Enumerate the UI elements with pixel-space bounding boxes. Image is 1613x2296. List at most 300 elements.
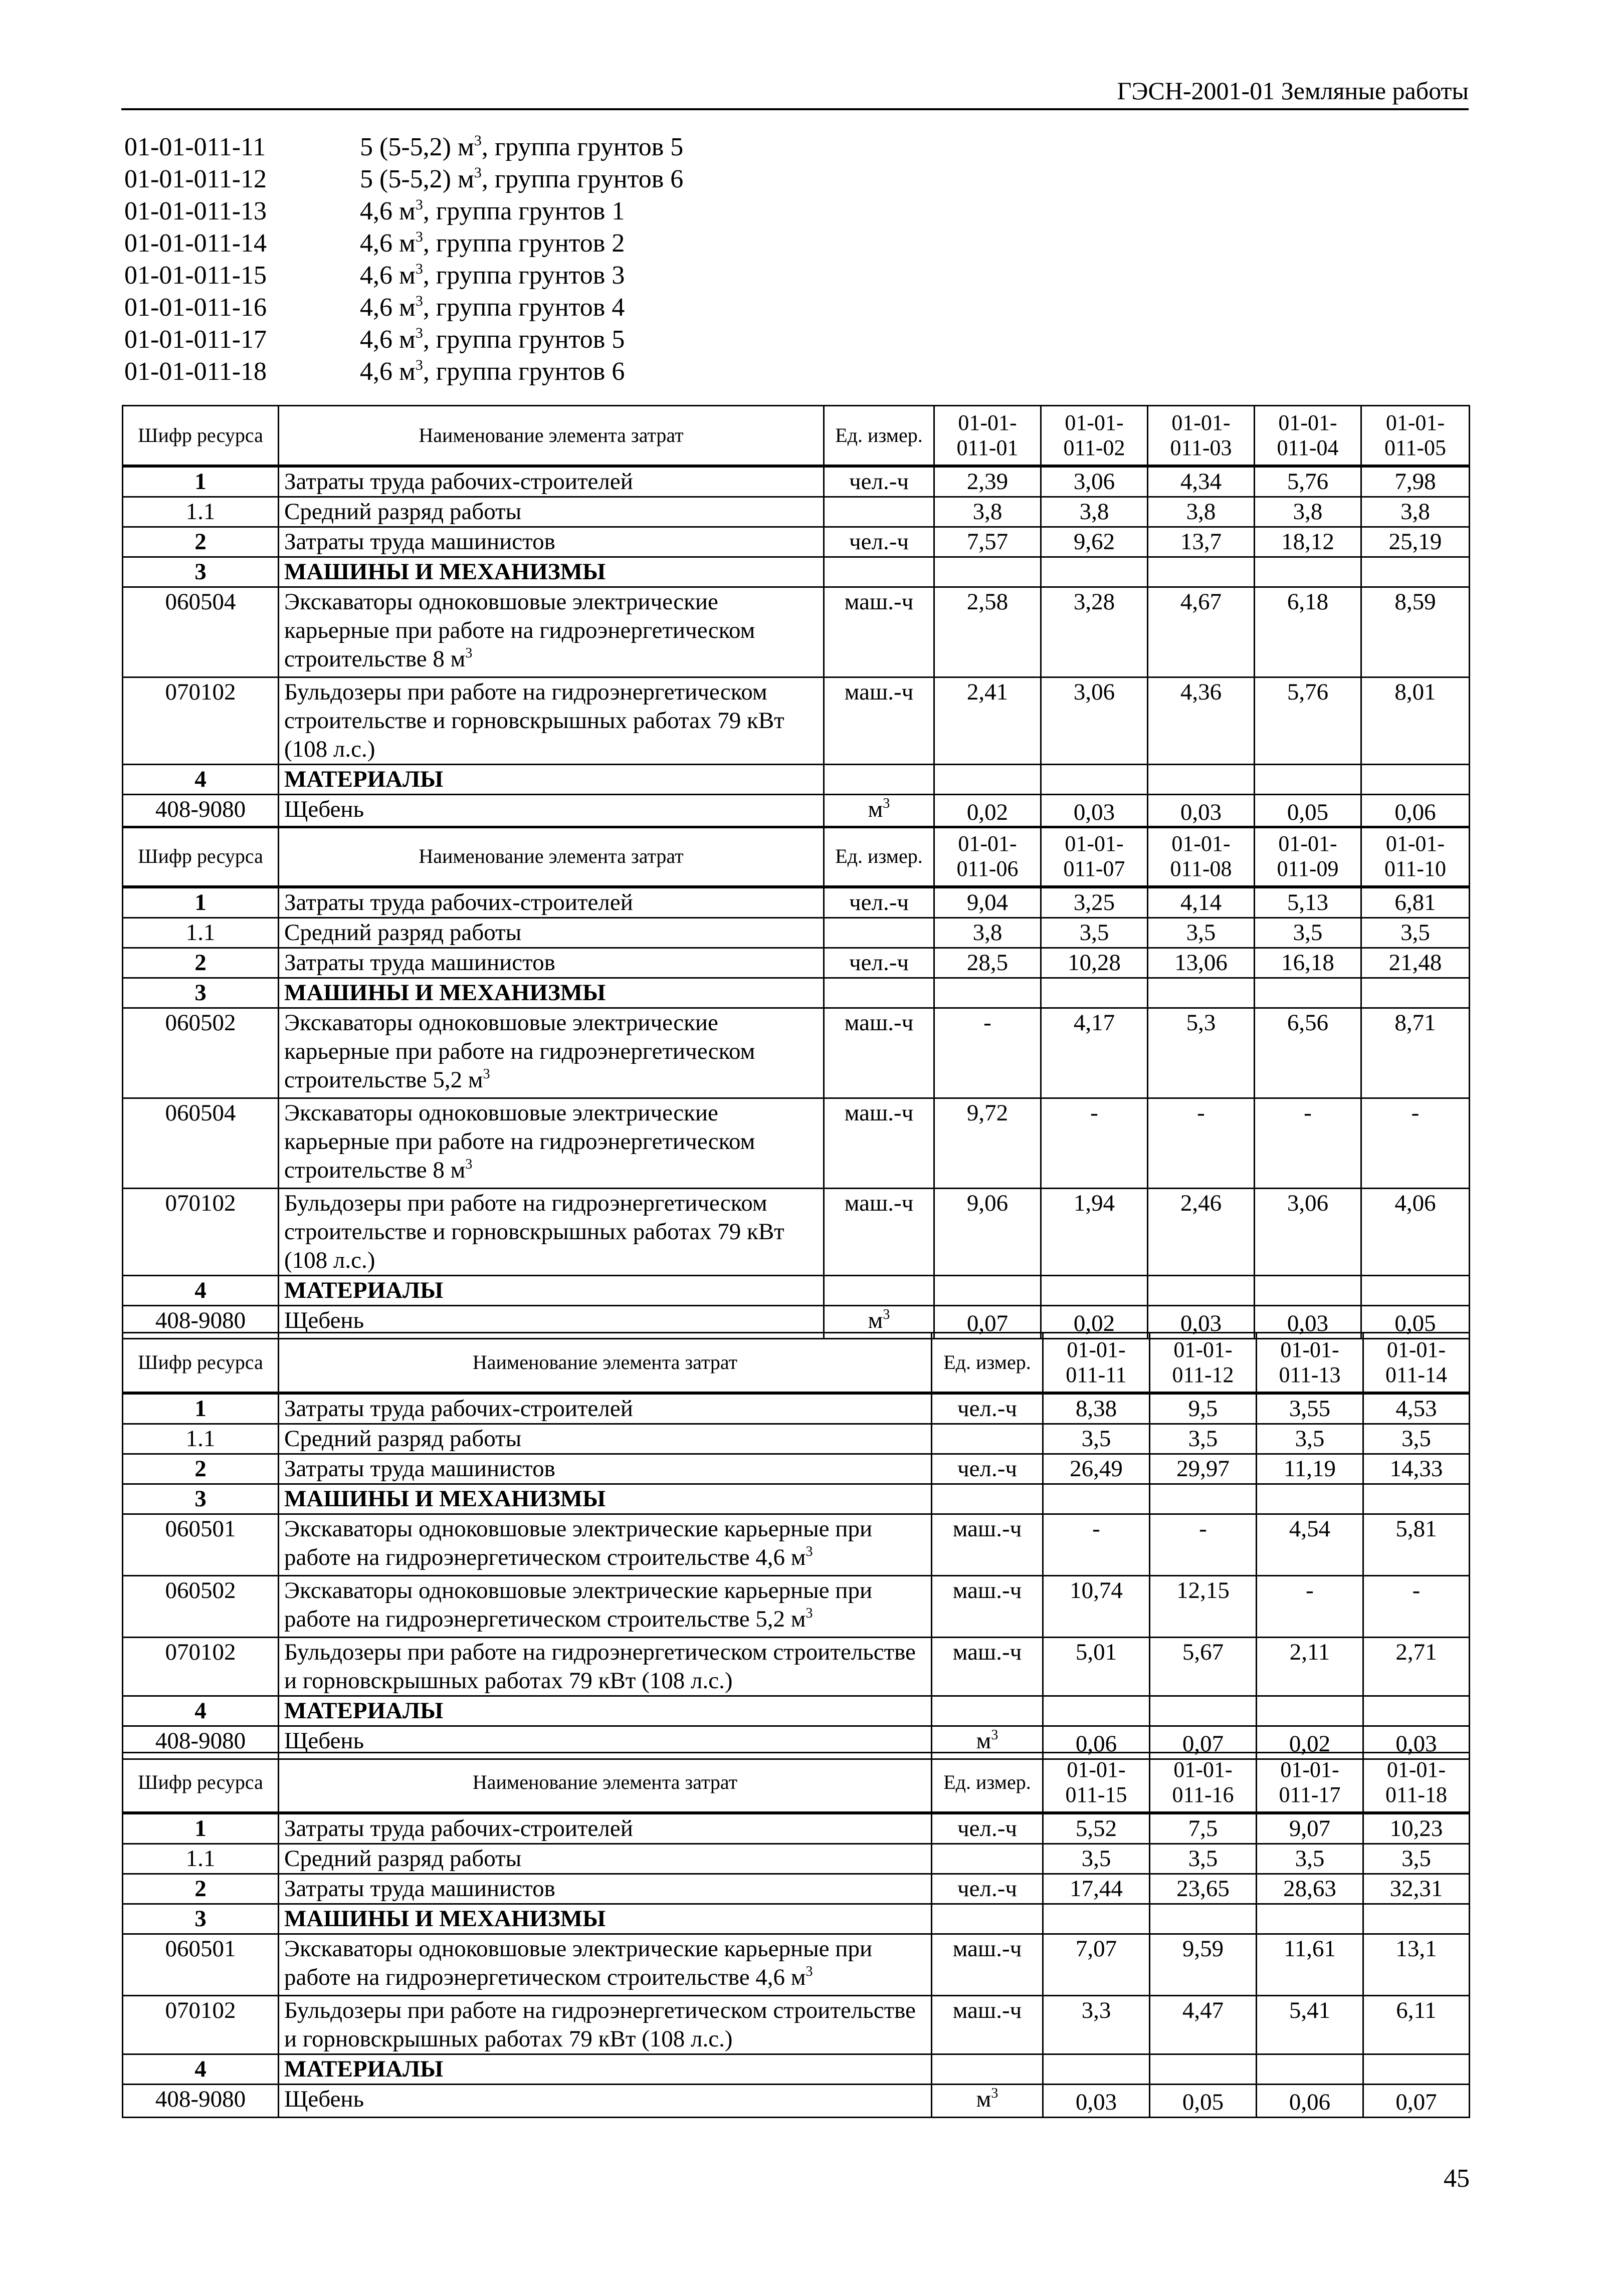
code-description xyxy=(360,260,625,292)
cell-value: 6,11 xyxy=(1363,1996,1470,2054)
cell-value: 3,3 xyxy=(1043,1996,1150,2054)
table-row xyxy=(123,1424,1470,1454)
cell-value xyxy=(1363,1904,1470,1934)
cell-value: 16,18 xyxy=(1255,948,1361,978)
cell-name xyxy=(279,677,824,765)
header-norm-code: 01-01- 011-02 xyxy=(1041,406,1148,467)
cell-value: 3,06 xyxy=(1041,677,1148,765)
cell-unit xyxy=(932,1813,1043,1844)
cell-value: 6,18 xyxy=(1255,587,1361,677)
cell-cipher: 070102 xyxy=(123,1638,279,1696)
code-id: 01-01-011-18 xyxy=(124,357,267,386)
cell-value xyxy=(1150,1696,1257,1726)
header-norm-code: 01-01- 011-03 xyxy=(1148,406,1255,467)
cell-value: 3,5 xyxy=(1041,918,1148,948)
cell-value: 0,05 xyxy=(1255,795,1361,828)
cell-name xyxy=(279,1576,932,1638)
cell-cipher: 408-9080 xyxy=(123,1306,279,1339)
cell-unit-text: чел.-ч xyxy=(957,1456,1017,1482)
cell-value: 28,63 xyxy=(1257,1874,1363,1904)
cell-name-text: Экскаваторы одноковшовые электрические карьерные при работе на гидроэнергетическом строительстве 8 м xyxy=(284,589,755,672)
cell-name-text: Затраты труда машинистов xyxy=(284,529,555,555)
cell-name xyxy=(279,1484,932,1514)
cell-value xyxy=(1041,557,1148,587)
cell-name xyxy=(279,1996,932,2054)
cell-value: - xyxy=(1148,1098,1255,1189)
code-description xyxy=(360,292,625,324)
cell-value: 3,8 xyxy=(934,918,1041,948)
cell-name-text: Экскаваторы одноковшовые электрические карьерные при работе на гидроэнергетическом строительстве 8 м xyxy=(284,1100,755,1183)
cell-value: 0,07 xyxy=(1150,1726,1257,1759)
cell-value: 3,25 xyxy=(1041,887,1148,918)
cell-cipher: 4 xyxy=(123,765,279,795)
code-desc-tail: , группа грунтов 3 xyxy=(423,261,625,290)
section-row xyxy=(123,765,1470,795)
cell-name-text: МАШИНЫ И МЕХАНИЗМЫ xyxy=(284,559,606,585)
code-id: 01-01-011-11 xyxy=(124,133,266,161)
cell-value: 5,76 xyxy=(1255,677,1361,765)
section-row xyxy=(123,2054,1470,2085)
cell-value: 0,02 xyxy=(1257,1726,1363,1759)
cell-unit-text: чел.-ч xyxy=(849,469,909,495)
cell-value xyxy=(1148,765,1255,795)
code-list xyxy=(124,131,683,388)
cell-value: 4,36 xyxy=(1148,677,1255,765)
superscript: 3 xyxy=(415,261,423,277)
cell-name-text: Щебень xyxy=(284,1728,364,1754)
cell-value: 2,71 xyxy=(1363,1638,1470,1696)
cell-value: 5,76 xyxy=(1255,466,1361,497)
cell-value: - xyxy=(934,1008,1041,1098)
cell-name-text: Бульдозеры при работе на гидроэнергетическом строительстве и горновскрышных работах 79 кВт (108 л.с.) xyxy=(284,1190,784,1273)
cell-cipher: 3 xyxy=(123,1484,279,1514)
cell-value: 23,65 xyxy=(1150,1874,1257,1904)
header-norm-code: 01-01- 011-04 xyxy=(1255,406,1361,467)
header-norm-code: 01-01- 011-08 xyxy=(1148,827,1255,887)
cell-unit xyxy=(824,557,934,587)
cell-unit xyxy=(932,1696,1043,1726)
code-description xyxy=(360,163,683,195)
cell-value: 6,56 xyxy=(1255,1008,1361,1098)
cell-cipher: 408-9080 xyxy=(123,1726,279,1759)
code-description xyxy=(360,356,625,388)
cell-unit-text: чел.-ч xyxy=(957,1815,1017,1842)
superscript: 3 xyxy=(991,1727,998,1743)
cell-cipher: 1 xyxy=(123,1393,279,1424)
code-desc-tail: , группа грунтов 5 xyxy=(423,325,625,354)
cell-unit-text: м xyxy=(868,1307,883,1333)
header-norm-code: 01-01- 011-01 xyxy=(934,406,1041,467)
cell-value xyxy=(1361,765,1470,795)
cell-unit-text: маш.-ч xyxy=(952,1516,1022,1542)
cell-name-text: Средний разряд работы xyxy=(284,920,522,946)
cell-name-text: Щебень xyxy=(284,1307,364,1333)
cell-value xyxy=(1255,765,1361,795)
section-row xyxy=(123,557,1470,587)
cell-value: 21,48 xyxy=(1361,948,1470,978)
cell-value: 13,06 xyxy=(1148,948,1255,978)
cell-value xyxy=(1361,978,1470,1008)
header-norm-code: 01-01- 011-16 xyxy=(1150,1753,1257,1813)
cell-name-text: Затраты труда машинистов xyxy=(284,950,555,976)
cell-value: 3,5 xyxy=(1363,1844,1470,1874)
cell-value xyxy=(1257,1484,1363,1514)
table-row xyxy=(123,1934,1470,1996)
section-row xyxy=(123,1484,1470,1514)
header-norm-code: 01-01- 011-05 xyxy=(1361,406,1470,467)
cell-unit-text: маш.-ч xyxy=(952,1639,1022,1665)
cell-value: 9,62 xyxy=(1041,527,1148,557)
cell-value: 32,31 xyxy=(1363,1874,1470,1904)
header-cipher: Шифр ресурса xyxy=(123,827,279,887)
cell-value: 0,03 xyxy=(1363,1726,1470,1759)
code-desc-text: 4,6 м xyxy=(360,261,416,290)
superscript: 3 xyxy=(415,196,423,213)
cell-value: 8,59 xyxy=(1361,587,1470,677)
cell-name-text: МАШИНЫ И МЕХАНИЗМЫ xyxy=(284,1486,606,1512)
cell-name xyxy=(279,557,824,587)
code-id: 01-01-011-16 xyxy=(124,293,267,322)
header-cipher: Шифр ресурса xyxy=(123,406,279,467)
cell-value xyxy=(1150,2054,1257,2085)
superscript: 3 xyxy=(805,1964,813,1979)
cell-unit-text: маш.-ч xyxy=(952,1577,1022,1603)
cell-value xyxy=(1257,1696,1363,1726)
cell-value xyxy=(1043,2054,1150,2085)
cell-value: 4,17 xyxy=(1041,1008,1148,1098)
cell-value: 4,06 xyxy=(1361,1189,1470,1276)
cell-value: 3,55 xyxy=(1257,1393,1363,1424)
cell-unit xyxy=(824,948,934,978)
cell-name-text: Затраты труда рабочих-строителей xyxy=(284,1815,633,1842)
cell-unit xyxy=(932,1484,1043,1514)
header-cipher: Шифр ресурса xyxy=(123,1753,279,1813)
cell-cipher: 2 xyxy=(123,1454,279,1484)
cell-name-text: Затраты труда рабочих-строителей xyxy=(284,1396,633,1422)
cell-cipher: 3 xyxy=(123,557,279,587)
cell-value: 3,5 xyxy=(1255,918,1361,948)
cell-value: 14,33 xyxy=(1363,1454,1470,1484)
table-row xyxy=(123,2085,1470,2118)
cell-value xyxy=(1255,978,1361,1008)
header-norm-code: 01-01- 011-10 xyxy=(1361,827,1470,887)
code-id: 01-01-011-13 xyxy=(124,197,267,225)
cell-value: 0,02 xyxy=(1041,1306,1148,1339)
superscript: 3 xyxy=(415,325,423,341)
cell-cipher: 1.1 xyxy=(123,1424,279,1454)
cell-value: 3,8 xyxy=(934,497,1041,527)
cell-cipher: 060502 xyxy=(123,1576,279,1638)
cell-value: 10,74 xyxy=(1043,1576,1150,1638)
table-row xyxy=(123,948,1470,978)
cell-name xyxy=(279,587,824,677)
code-desc-text: 4,6 м xyxy=(360,229,416,258)
cell-value: 0,05 xyxy=(1150,2085,1257,2118)
cell-value xyxy=(1257,2054,1363,2085)
cell-name xyxy=(279,978,824,1008)
cell-cipher: 1 xyxy=(123,1813,279,1844)
cell-unit-text: м xyxy=(976,2086,991,2112)
cell-cipher: 1.1 xyxy=(123,497,279,527)
cell-unit xyxy=(932,2054,1043,2085)
cell-name-text: Экскаваторы одноковшовые электрические карьерные при работе на гидроэнергетическом строительстве 5,2 м xyxy=(284,1577,873,1632)
header-unit: Ед. измер. xyxy=(932,1333,1043,1394)
cell-value: 0,06 xyxy=(1361,795,1470,828)
cell-cipher: 060501 xyxy=(123,1514,279,1576)
cell-value: 3,5 xyxy=(1257,1424,1363,1454)
cell-value: 11,61 xyxy=(1257,1934,1363,1996)
cell-value: 3,8 xyxy=(1148,497,1255,527)
cell-cipher: 070102 xyxy=(123,1996,279,2054)
superscript: 3 xyxy=(465,645,473,661)
cell-unit-text: маш.-ч xyxy=(844,679,914,705)
cell-value xyxy=(1363,1484,1470,1514)
cell-cipher: 2 xyxy=(123,948,279,978)
cell-name-text: Щебень xyxy=(284,2086,364,2112)
cell-value: 2,11 xyxy=(1257,1638,1363,1696)
cell-value: 9,59 xyxy=(1150,1934,1257,1996)
cell-value xyxy=(1255,1276,1361,1306)
cell-value: 3,8 xyxy=(1041,497,1148,527)
code-id: 01-01-011-14 xyxy=(124,229,267,258)
cell-name-text: Экскаваторы одноковшовые электрические карьерные при работе на гидроэнергетическом строительстве 4,6 м xyxy=(284,1516,873,1570)
cell-value xyxy=(934,1276,1041,1306)
cell-name-text: МАШИНЫ И МЕХАНИЗМЫ xyxy=(284,1906,606,1932)
table-row xyxy=(123,918,1470,948)
cell-value: 5,41 xyxy=(1257,1996,1363,2054)
cell-value: 3,8 xyxy=(1361,497,1470,527)
cell-value xyxy=(1361,557,1470,587)
header-unit: Ед. измер. xyxy=(824,827,934,887)
cell-unit xyxy=(932,1638,1043,1696)
cell-value: 2,41 xyxy=(934,677,1041,765)
cell-name xyxy=(279,527,824,557)
cell-unit xyxy=(932,1576,1043,1638)
cell-unit xyxy=(932,2085,1043,2118)
cell-value: 8,71 xyxy=(1361,1008,1470,1098)
header-norm-code: 01-01- 011-18 xyxy=(1363,1753,1470,1813)
cell-value xyxy=(1148,1276,1255,1306)
cell-value: 3,5 xyxy=(1043,1424,1150,1454)
cell-value: 3,8 xyxy=(1255,497,1361,527)
cell-unit xyxy=(824,677,934,765)
cell-name xyxy=(279,1454,932,1484)
code-list-item xyxy=(124,195,683,227)
header-norm-code: 01-01- 011-06 xyxy=(934,827,1041,887)
cell-value: 3,5 xyxy=(1363,1424,1470,1454)
superscript: 3 xyxy=(805,1544,813,1559)
cell-cipher: 1 xyxy=(123,466,279,497)
header-rule xyxy=(121,108,1469,110)
cell-value: 3,5 xyxy=(1150,1844,1257,1874)
cell-value xyxy=(1043,1904,1150,1934)
header-name: Наименование элемента затрат xyxy=(279,406,824,467)
cell-value: 10,23 xyxy=(1363,1813,1470,1844)
cell-unit-text: м xyxy=(868,796,883,822)
table-row xyxy=(123,1189,1470,1276)
code-description xyxy=(360,227,625,260)
cell-value: 0,07 xyxy=(934,1306,1041,1339)
cell-name xyxy=(279,765,824,795)
table-row xyxy=(123,1008,1470,1098)
cell-value: 5,01 xyxy=(1043,1638,1150,1696)
cell-value: - xyxy=(1043,1514,1150,1576)
cell-value: 7,98 xyxy=(1361,466,1470,497)
header-name: Наименование элемента затрат xyxy=(279,827,824,887)
cell-value: 8,01 xyxy=(1361,677,1470,765)
cell-value: 8,38 xyxy=(1043,1393,1150,1424)
cell-value: 12,15 xyxy=(1150,1576,1257,1638)
cell-value: 2,58 xyxy=(934,587,1041,677)
superscript: 3 xyxy=(991,2086,998,2101)
code-desc-text: 4,6 м xyxy=(360,197,416,225)
cell-name xyxy=(279,2085,932,2118)
code-list-item xyxy=(124,260,683,292)
section-row xyxy=(123,978,1470,1008)
cell-cipher: 070102 xyxy=(123,677,279,765)
cell-value: 4,47 xyxy=(1150,1996,1257,2054)
cell-value xyxy=(1255,557,1361,587)
superscript: 3 xyxy=(465,1157,473,1172)
cell-cipher: 060504 xyxy=(123,587,279,677)
cell-unit xyxy=(932,1454,1043,1484)
cell-value: 3,28 xyxy=(1041,587,1148,677)
cell-cipher: 2 xyxy=(123,527,279,557)
cell-value: 26,49 xyxy=(1043,1454,1150,1484)
table-row xyxy=(123,1844,1470,1874)
code-list-item xyxy=(124,356,683,388)
cell-value: 3,5 xyxy=(1043,1844,1150,1874)
section-row xyxy=(123,1904,1470,1934)
code-desc-tail: , группа грунтов 1 xyxy=(423,197,625,225)
code-id: 01-01-011-17 xyxy=(124,325,267,354)
header-norm-code: 01-01- 011-13 xyxy=(1257,1333,1363,1394)
page-number: 45 xyxy=(1444,2164,1470,2193)
cell-name-text: Бульдозеры при работе на гидроэнергетическом строительстве и горновскрышных работах 79 кВт (108 л.с.) xyxy=(284,1639,916,1694)
cell-name xyxy=(279,497,824,527)
cell-value xyxy=(1043,1696,1150,1726)
cell-name xyxy=(279,1276,824,1306)
cell-value: - xyxy=(1361,1098,1470,1189)
cell-value: 0,06 xyxy=(1043,1726,1150,1759)
cell-name-text: Затраты труда машинистов xyxy=(284,1876,555,1902)
cell-unit-text: маш.-ч xyxy=(844,1100,914,1126)
cell-cipher: 1.1 xyxy=(123,918,279,948)
cell-cipher: 408-9080 xyxy=(123,2085,279,2118)
cell-value: 5,13 xyxy=(1255,887,1361,918)
cell-name-text: МАШИНЫ И МЕХАНИЗМЫ xyxy=(284,980,606,1006)
cell-cipher: 060501 xyxy=(123,1934,279,1996)
table-row xyxy=(123,1638,1470,1696)
cell-name xyxy=(279,1844,932,1874)
cell-name xyxy=(279,1813,932,1844)
cell-value: 5,52 xyxy=(1043,1813,1150,1844)
table-row xyxy=(123,1098,1470,1189)
cell-unit xyxy=(824,466,934,497)
cell-unit xyxy=(824,527,934,557)
header-norm-code: 01-01- 011-17 xyxy=(1257,1753,1363,1813)
cell-value: 0,05 xyxy=(1361,1306,1470,1339)
cell-name xyxy=(279,1514,932,1576)
superscript: 3 xyxy=(415,357,423,373)
cell-value: 3,5 xyxy=(1361,918,1470,948)
cell-unit xyxy=(932,1934,1043,1996)
cell-value xyxy=(1363,1696,1470,1726)
header-norm-code: 01-01- 011-07 xyxy=(1041,827,1148,887)
header-norm-code: 01-01- 011-12 xyxy=(1150,1333,1257,1394)
cell-name-text: Затраты труда машинистов xyxy=(284,1456,555,1482)
cell-value xyxy=(1257,1904,1363,1934)
code-id: 01-01-011-12 xyxy=(124,165,267,193)
cell-value: 11,19 xyxy=(1257,1454,1363,1484)
cell-value: 9,06 xyxy=(934,1189,1041,1276)
cell-value: 0,03 xyxy=(1148,1306,1255,1339)
cell-value: 6,81 xyxy=(1361,887,1470,918)
code-desc-text: 4,6 м xyxy=(360,293,416,322)
cell-value: 29,97 xyxy=(1150,1454,1257,1484)
page-header xyxy=(121,75,1469,110)
cell-unit-text: маш.-ч xyxy=(952,1936,1022,1962)
cell-value: - xyxy=(1257,1576,1363,1638)
cell-value: 4,67 xyxy=(1148,587,1255,677)
cell-cipher: 070102 xyxy=(123,1189,279,1276)
cell-unit xyxy=(932,1904,1043,1934)
superscript: 3 xyxy=(415,228,423,245)
cell-unit xyxy=(824,795,934,828)
cell-unit xyxy=(824,1189,934,1276)
cell-name-text: МАТЕРИАЛЫ xyxy=(284,2056,444,2082)
superscript: 3 xyxy=(415,293,423,309)
cell-value: 5,81 xyxy=(1363,1514,1470,1576)
cell-name xyxy=(279,918,824,948)
cell-value: 0,07 xyxy=(1363,2085,1470,2118)
table-row xyxy=(123,1454,1470,1484)
cell-name xyxy=(279,2054,932,2085)
cell-name xyxy=(279,1008,824,1098)
code-desc-tail: , группа грунтов 4 xyxy=(423,293,625,322)
cell-unit xyxy=(824,497,934,527)
cell-value: 28,5 xyxy=(934,948,1041,978)
cell-cipher: 3 xyxy=(123,978,279,1008)
code-desc-text: 5 (5-5,2) м xyxy=(360,133,474,161)
cell-value xyxy=(1041,978,1148,1008)
cell-name-text: Экскаваторы одноковшовые электрические карьерные при работе на гидроэнергетическом строительстве 4,6 м xyxy=(284,1936,873,1990)
cell-value: 7,07 xyxy=(1043,1934,1150,1996)
cell-cipher: 4 xyxy=(123,1696,279,1726)
table-row xyxy=(123,1576,1470,1638)
cell-value: 9,5 xyxy=(1150,1393,1257,1424)
cell-name xyxy=(279,887,824,918)
code-description xyxy=(360,195,625,227)
cell-cipher: 060504 xyxy=(123,1098,279,1189)
cell-value xyxy=(1363,2054,1470,2085)
cell-unit xyxy=(932,1874,1043,1904)
resource-table xyxy=(122,405,1470,828)
cell-name xyxy=(279,948,824,978)
cell-value: 5,3 xyxy=(1148,1008,1255,1098)
cell-value xyxy=(934,557,1041,587)
superscript: 3 xyxy=(483,1066,490,1082)
cell-value: 0,03 xyxy=(1148,795,1255,828)
cell-value: 0,02 xyxy=(934,795,1041,828)
cell-cipher: 4 xyxy=(123,2054,279,2085)
cell-value: 4,53 xyxy=(1363,1393,1470,1424)
cell-name-text: МАТЕРИАЛЫ xyxy=(284,1277,444,1303)
cell-value: 3,5 xyxy=(1148,918,1255,948)
cell-name xyxy=(279,1393,932,1424)
superscript: 3 xyxy=(883,1307,890,1322)
cell-name xyxy=(279,1189,824,1276)
